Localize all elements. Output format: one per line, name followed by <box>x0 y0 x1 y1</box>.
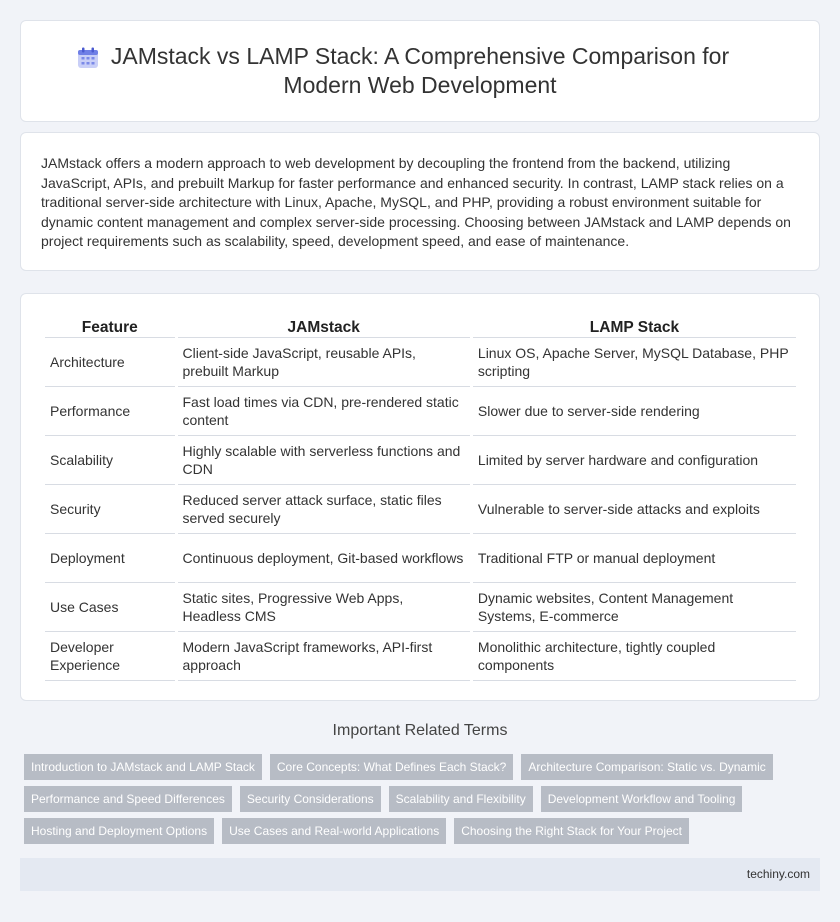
table-row <box>45 387 796 436</box>
related-term-link[interactable]: Architecture Comparison: Static vs. Dynamic <box>521 754 772 780</box>
comparison-table-card <box>20 293 820 701</box>
footer-brand[interactable]: techiny.com <box>746 867 810 881</box>
feature-cell: Scalability <box>45 436 175 485</box>
feature-cell: Developer Experience <box>45 632 175 681</box>
related-term-link[interactable]: Scalability and Flexibility <box>389 786 533 812</box>
lamp-cell: Traditional FTP or manual deployment <box>473 534 796 583</box>
header-card <box>20 20 820 122</box>
jamstack-cell: Highly scalable with serverless functions and CDN <box>178 436 470 485</box>
jamstack-cell: Reduced server attack surface, static files served securely <box>178 485 470 534</box>
related-term-link[interactable]: Development Workflow and Tooling <box>541 786 743 812</box>
table-header-row <box>45 315 796 338</box>
jamstack-cell: Continuous deployment, Git-based workflows <box>178 534 470 583</box>
jamstack-cell: Static sites, Progressive Web Apps, Headless CMS <box>178 583 470 632</box>
intro-paragraph: JAMstack offers a modern approach to web development by decoupling the frontend from the backend, utilizing JavaScript, APIs, and prebuilt Markup for faster performance and enhanced security. In contrast, LAMP stack relies on a traditional server-side architecture with Linux, Apache, MySQL, and PHP, providing a robust environment suitable for dynamic content management and complex server-side processing. Choosing between JAMstack and LAMP depends on project requirements such as scalability, speed, development speed, and ease of maintenance. <box>41 155 791 250</box>
lamp-cell: Linux OS, Apache Server, MySQL Database, PHP scripting <box>473 338 796 387</box>
related-terms-title: Important Related Terms <box>332 722 508 739</box>
comparison-table <box>42 315 799 681</box>
footer <box>20 858 820 891</box>
jamstack-cell: Fast load times via CDN, pre-rendered static content <box>178 387 470 436</box>
header-feature: Feature <box>45 315 175 338</box>
lamp-cell: Limited by server hardware and configuration <box>473 436 796 485</box>
lamp-cell: Slower due to server-side rendering <box>473 387 796 436</box>
related-term-link[interactable]: Performance and Speed Differences <box>24 786 232 812</box>
related-term-link[interactable]: Introduction to JAMstack and LAMP Stack <box>24 754 262 780</box>
table-row <box>45 338 796 387</box>
table-row <box>45 534 796 583</box>
related-terms-tags <box>20 754 810 850</box>
feature-cell: Architecture <box>45 338 175 387</box>
related-term-link[interactable]: Core Concepts: What Defines Each Stack? <box>270 754 513 780</box>
jamstack-cell: Client-side JavaScript, reusable APIs, prebuilt Markup <box>178 338 470 387</box>
table-row <box>45 583 796 632</box>
page-title: JAMstack vs LAMP Stack: A Comprehensive Comparison for Modern Web Development <box>110 43 730 98</box>
lamp-cell: Vulnerable to server-side attacks and exploits <box>473 485 796 534</box>
related-term-link[interactable]: Security Considerations <box>240 786 381 812</box>
related-term-link[interactable]: Use Cases and Real-world Applications <box>222 818 446 844</box>
table-row <box>45 485 796 534</box>
tag-row <box>24 754 810 780</box>
tag-row <box>24 786 810 812</box>
jamstack-cell: Modern JavaScript frameworks, API-first approach <box>178 632 470 681</box>
header-lamp: LAMP Stack <box>473 315 796 338</box>
feature-cell: Performance <box>45 387 175 436</box>
table-row <box>45 632 796 681</box>
related-term-link[interactable]: Hosting and Deployment Options <box>24 818 214 844</box>
lamp-cell: Dynamic websites, Content Management Systems, E-commerce <box>473 583 796 632</box>
related-term-link[interactable]: Choosing the Right Stack for Your Project <box>454 818 689 844</box>
intro-card <box>20 132 820 271</box>
header-jamstack: JAMstack <box>178 315 470 338</box>
lamp-cell: Monolithic architecture, tightly coupled components <box>473 632 796 681</box>
table-row <box>45 436 796 485</box>
feature-cell: Use Cases <box>45 583 175 632</box>
feature-cell: Deployment <box>45 534 175 583</box>
feature-cell: Security <box>45 485 175 534</box>
tag-row <box>24 818 810 844</box>
